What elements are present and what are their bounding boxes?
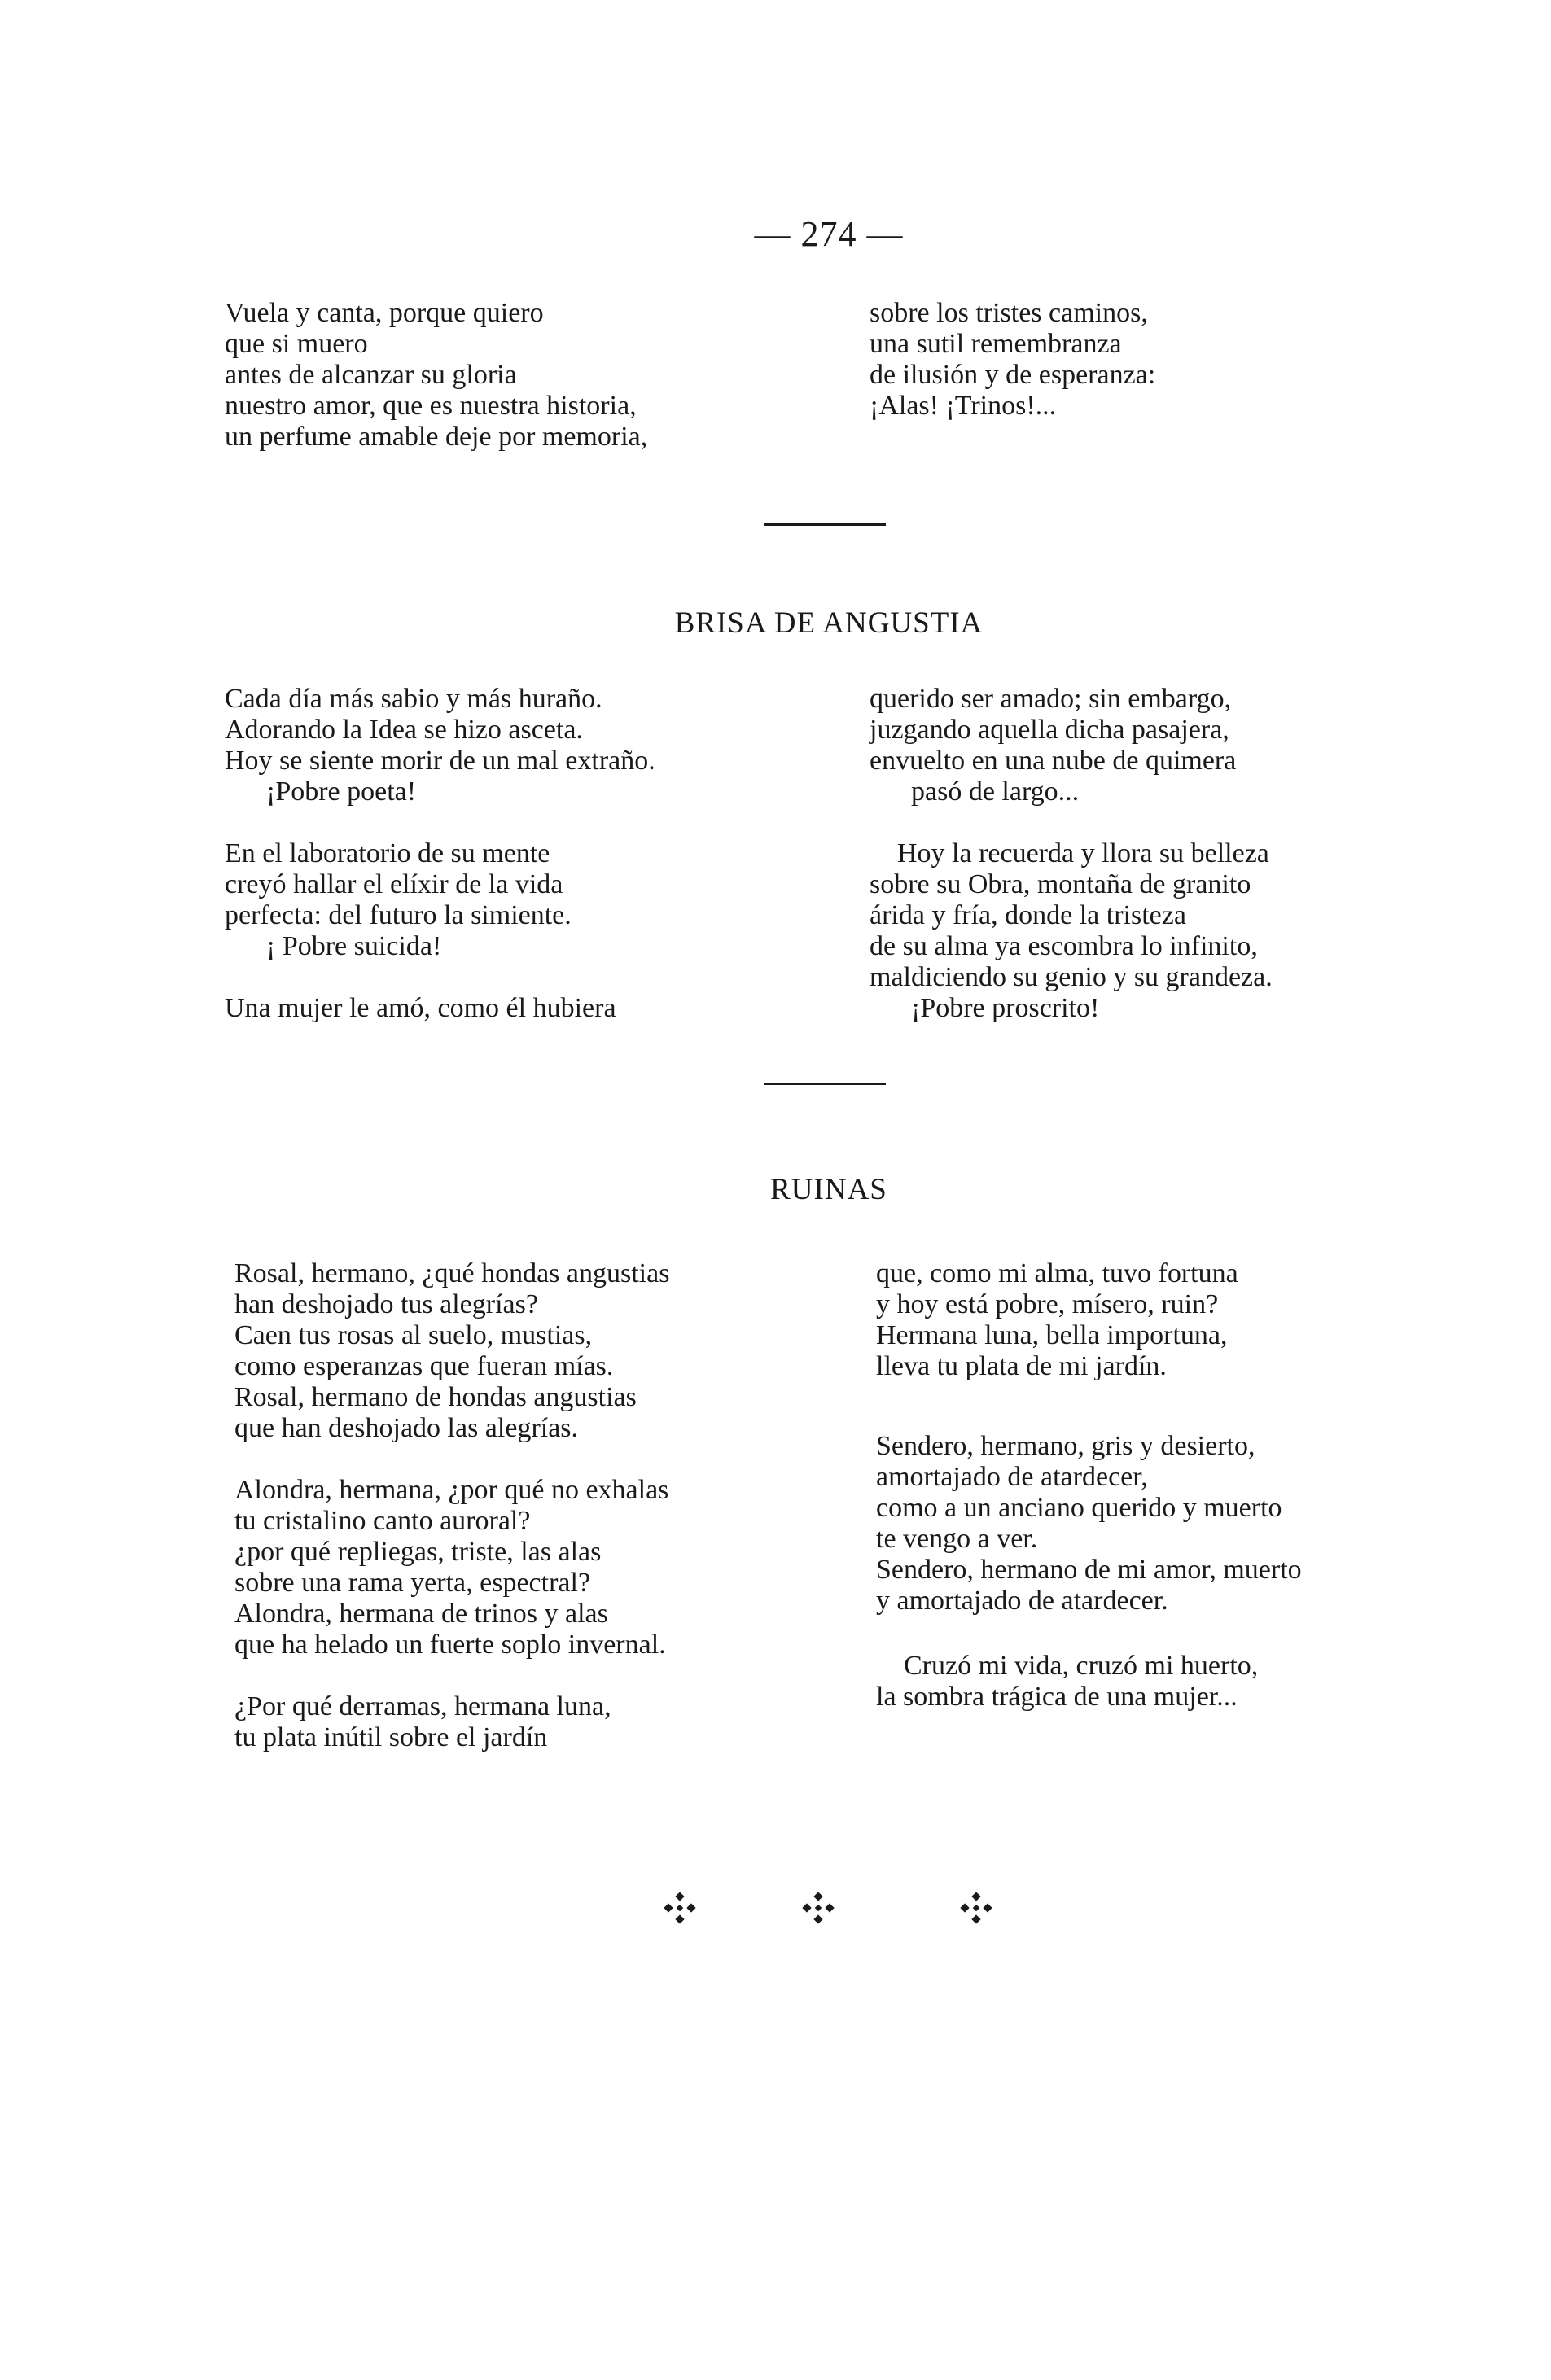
verse-line: sobre una rama yerta, espectral? — [234, 1568, 591, 1598]
stanza — [234, 1691, 669, 1753]
verse-line: Rosal, hermano, ¿qué hondas angustias — [234, 1258, 670, 1288]
section-title-ruinas: RUINAS — [770, 1173, 887, 1206]
verse-line: ¡Pobre poeta! — [225, 777, 417, 807]
ornament-row — [0, 1890, 1551, 1939]
verse-line: Sendero, hermano, gris y desierto, — [876, 1431, 1255, 1461]
verse-line: Adorando la Idea se hizo asceta. — [225, 715, 583, 745]
verse-line: Cada día más sabio y más huraño. — [225, 684, 602, 714]
stanza — [870, 838, 1273, 1024]
diamond-ornament-icon — [800, 1890, 836, 1926]
verse-line: un perfume amable deje por memoria, — [225, 422, 648, 452]
brisa-right-column — [870, 684, 1273, 1055]
verse-line: maldiciendo su genio y su grandeza. — [870, 962, 1273, 992]
page-number: — 274 — — [754, 214, 904, 254]
verse-line: de ilusión y de esperanza: — [870, 360, 1156, 390]
verse-line: que, como mi alma, tuvo fortuna — [876, 1258, 1238, 1288]
verse-line: En el laboratorio de su mente — [225, 838, 550, 868]
section-divider — [764, 1083, 886, 1085]
verse-line: árida y fría, donde la tristeza — [870, 900, 1186, 930]
verse-line: Cruzó mi vida, cruzó mi huerto, — [876, 1651, 1259, 1681]
verse-line: Hoy la recuerda y llora su belleza — [870, 838, 1269, 868]
verse-line: pasó de largo... — [870, 777, 1080, 807]
section-divider — [764, 523, 886, 526]
verse-line: como a un anciano querido y muerto — [876, 1493, 1282, 1523]
stanza — [225, 684, 655, 807]
verse-line: y hoy está pobre, mísero, ruin? — [876, 1289, 1219, 1319]
ruinas-left-column — [234, 1258, 669, 1784]
stanza — [234, 1475, 669, 1660]
verse-line: que han deshojado las alegrías. — [234, 1413, 579, 1443]
stanza — [225, 838, 655, 962]
stanza — [876, 1258, 1302, 1382]
verse-line: juzgando aquella dicha pasajera, — [870, 715, 1229, 745]
verse-line: ¿Por qué derramas, hermana luna, — [234, 1691, 611, 1722]
top-poem-right — [870, 298, 1155, 453]
stanza — [870, 298, 1155, 422]
stanza — [225, 298, 647, 453]
verse-line: sobre los tristes caminos, — [870, 298, 1148, 328]
verse-line: Caen tus rosas al suelo, mustias, — [234, 1320, 593, 1350]
verse-line: nuestro amor, que es nuestra historia, — [225, 391, 637, 421]
verse-line: Vuela y canta, porque quiero — [225, 298, 544, 328]
verse-line: creyó hallar el elíxir de la vida — [225, 869, 563, 899]
stanza — [225, 993, 655, 1024]
diamond-ornament-icon — [958, 1890, 994, 1926]
stanza — [876, 1431, 1302, 1617]
verse-line: Una mujer le amó, como él hubiera — [225, 993, 616, 1023]
verse-line: te vengo a ver. — [876, 1524, 1038, 1554]
verse-line: ¿por qué repliegas, triste, las alas — [234, 1537, 602, 1567]
verse-line: Alondra, hermana de trinos y alas — [234, 1599, 608, 1629]
verse-line: perfecta: del futuro la simiente. — [225, 900, 572, 930]
verse-line: ¡Pobre proscrito! — [870, 993, 1100, 1023]
verse-line: Sendero, hermano de mi amor, muerto — [876, 1555, 1302, 1585]
section-title-brisa: BRISA DE ANGUSTIA — [674, 606, 984, 640]
verse-line: Alondra, hermana, ¿por qué no exhalas — [234, 1475, 669, 1505]
stanza — [234, 1258, 669, 1444]
ruinas-right-column — [876, 1258, 1302, 1743]
verse-line: Hermana luna, bella importuna, — [876, 1320, 1228, 1350]
verse-line: amortajado de atardecer, — [876, 1462, 1148, 1492]
verse-line: tu cristalino canto auroral? — [234, 1506, 531, 1536]
verse-line: sobre su Obra, montaña de granito — [870, 869, 1251, 899]
verse-line: una sutil remembranza — [870, 329, 1122, 359]
verse-line: de su alma ya escombra lo infinito, — [870, 931, 1258, 961]
verse-line: antes de alcanzar su gloria — [225, 360, 517, 390]
verse-line: ¡ Pobre suicida! — [225, 931, 442, 961]
verse-line: han deshojado tus alegrías? — [234, 1289, 538, 1319]
verse-line: envuelto en una nube de quimera — [870, 746, 1237, 776]
stanza — [876, 1651, 1302, 1713]
verse-line: la sombra trágica de una mujer... — [876, 1682, 1238, 1712]
verse-line: ¡Alas! ¡Trinos!... — [870, 391, 1057, 421]
verse-line: como esperanzas que fueran mías. — [234, 1351, 614, 1381]
verse-line: lleva tu plata de mi jardín. — [876, 1351, 1167, 1381]
diamond-ornament-icon — [662, 1890, 698, 1926]
verse-line: que si muero — [225, 329, 368, 359]
verse-line: Rosal, hermano de hondas angustias — [234, 1382, 637, 1412]
stanza — [870, 684, 1273, 807]
verse-line: y amortajado de atardecer. — [876, 1586, 1168, 1616]
verse-line: Hoy se siente morir de un mal extraño. — [225, 746, 655, 776]
verse-line: querido ser amado; sin embargo, — [870, 684, 1232, 714]
verse-line: que ha helado un fuerte soplo invernal. — [234, 1630, 666, 1660]
top-poem-left — [225, 298, 647, 483]
brisa-left-column — [225, 684, 655, 1055]
verse-line: tu plata inútil sobre el jardín — [234, 1722, 548, 1752]
